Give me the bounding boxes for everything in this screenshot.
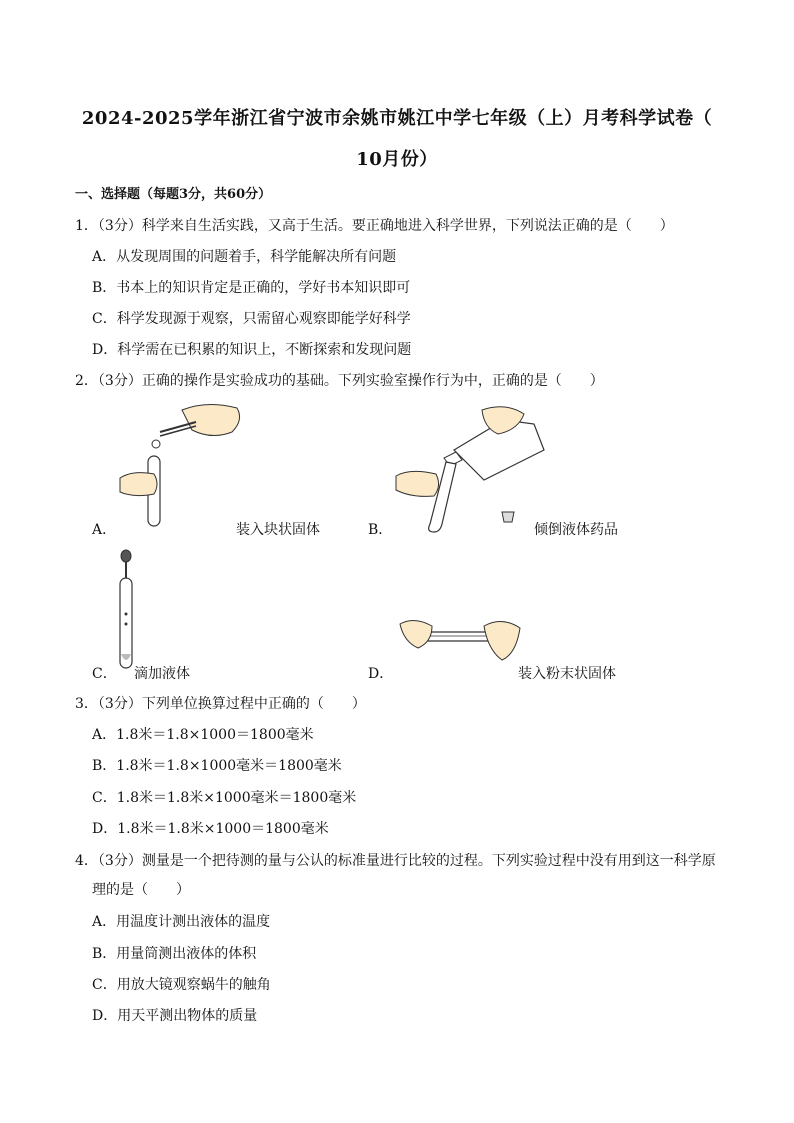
- q1-stem: 1．（3分）科学来自生活实践，又高于生活。要正确地进入科学世界，下列说法正确的是（ ）: [75, 218, 674, 234]
- q2-option-b-caption: 倾倒液体药品: [534, 522, 618, 538]
- q4-stem-line2: 理的是（ ）: [92, 882, 190, 898]
- q2-option-c-caption: 滴加液体: [134, 666, 190, 682]
- q4-option-d: D．用天平测出物体的质量: [92, 1008, 258, 1024]
- q1-option-b: B．书本上的知识肯定是正确的，学好书本知识即可: [92, 280, 411, 296]
- q4-stem-line1: 4．（3分）测量是一个把待测的量与公认的标准量进行比较的过程。下列实验过程中没有用到这一科学原: [75, 853, 716, 869]
- q3-option-c: C．1.8米＝1.8米×1000毫米＝1800毫米: [92, 790, 357, 806]
- figure-d-powder-solid: [398, 610, 522, 666]
- q2-option-c-letter: C．: [92, 666, 117, 682]
- q2-option-b-letter: B．: [368, 522, 393, 538]
- q3-option-d: D．1.8米＝1.8米×1000＝1800毫米: [92, 821, 329, 837]
- q3-option-a: A．1.8米＝1.8×1000＝1800毫米: [92, 727, 314, 743]
- q1-option-a: A．从发现周围的问题着手，科学能解决所有问题: [92, 249, 397, 265]
- q4-option-a: A．用温度计测出液体的温度: [92, 914, 271, 930]
- q2-stem: 2．（3分）正确的操作是实验成功的基础。下列实验室操作行为中，正确的是（ ）: [75, 373, 604, 389]
- q2-option-d-caption: 装入粉末状固体: [518, 666, 616, 682]
- section-heading: 一、选择题（每题3分，共60分）: [75, 187, 272, 202]
- q1-option-c: C．科学发现源于观察，只需留心观察即能学好科学: [92, 311, 411, 327]
- figure-a-block-solid: [112, 400, 252, 532]
- q2-option-d-letter: D．: [368, 666, 394, 682]
- q3-stem: 3．（3分）下列单位换算过程中正确的（ ）: [75, 696, 366, 712]
- exam-title-line1: 2024-2025学年浙江省宁波市余姚市姚江中学七年级（上）月考科学试卷（: [81, 108, 713, 129]
- q2-option-a-caption: 装入块状固体: [236, 522, 320, 538]
- q4-option-c: C．用放大镜观察蜗牛的触角: [92, 977, 271, 993]
- q3-option-b: B．1.8米＝1.8×1000毫米＝1800毫米: [92, 758, 342, 774]
- q1-option-d: D．科学需在已积累的知识上，不断探索和发现问题: [92, 342, 412, 358]
- figure-c-dropper: [110, 548, 150, 672]
- q4-option-b: B．用量筒测出液体的体积: [92, 946, 257, 962]
- q2-option-a-letter: A．: [92, 522, 117, 538]
- figure-b-pour-liquid: [394, 400, 564, 532]
- exam-title-line2: 10月份）: [356, 149, 438, 170]
